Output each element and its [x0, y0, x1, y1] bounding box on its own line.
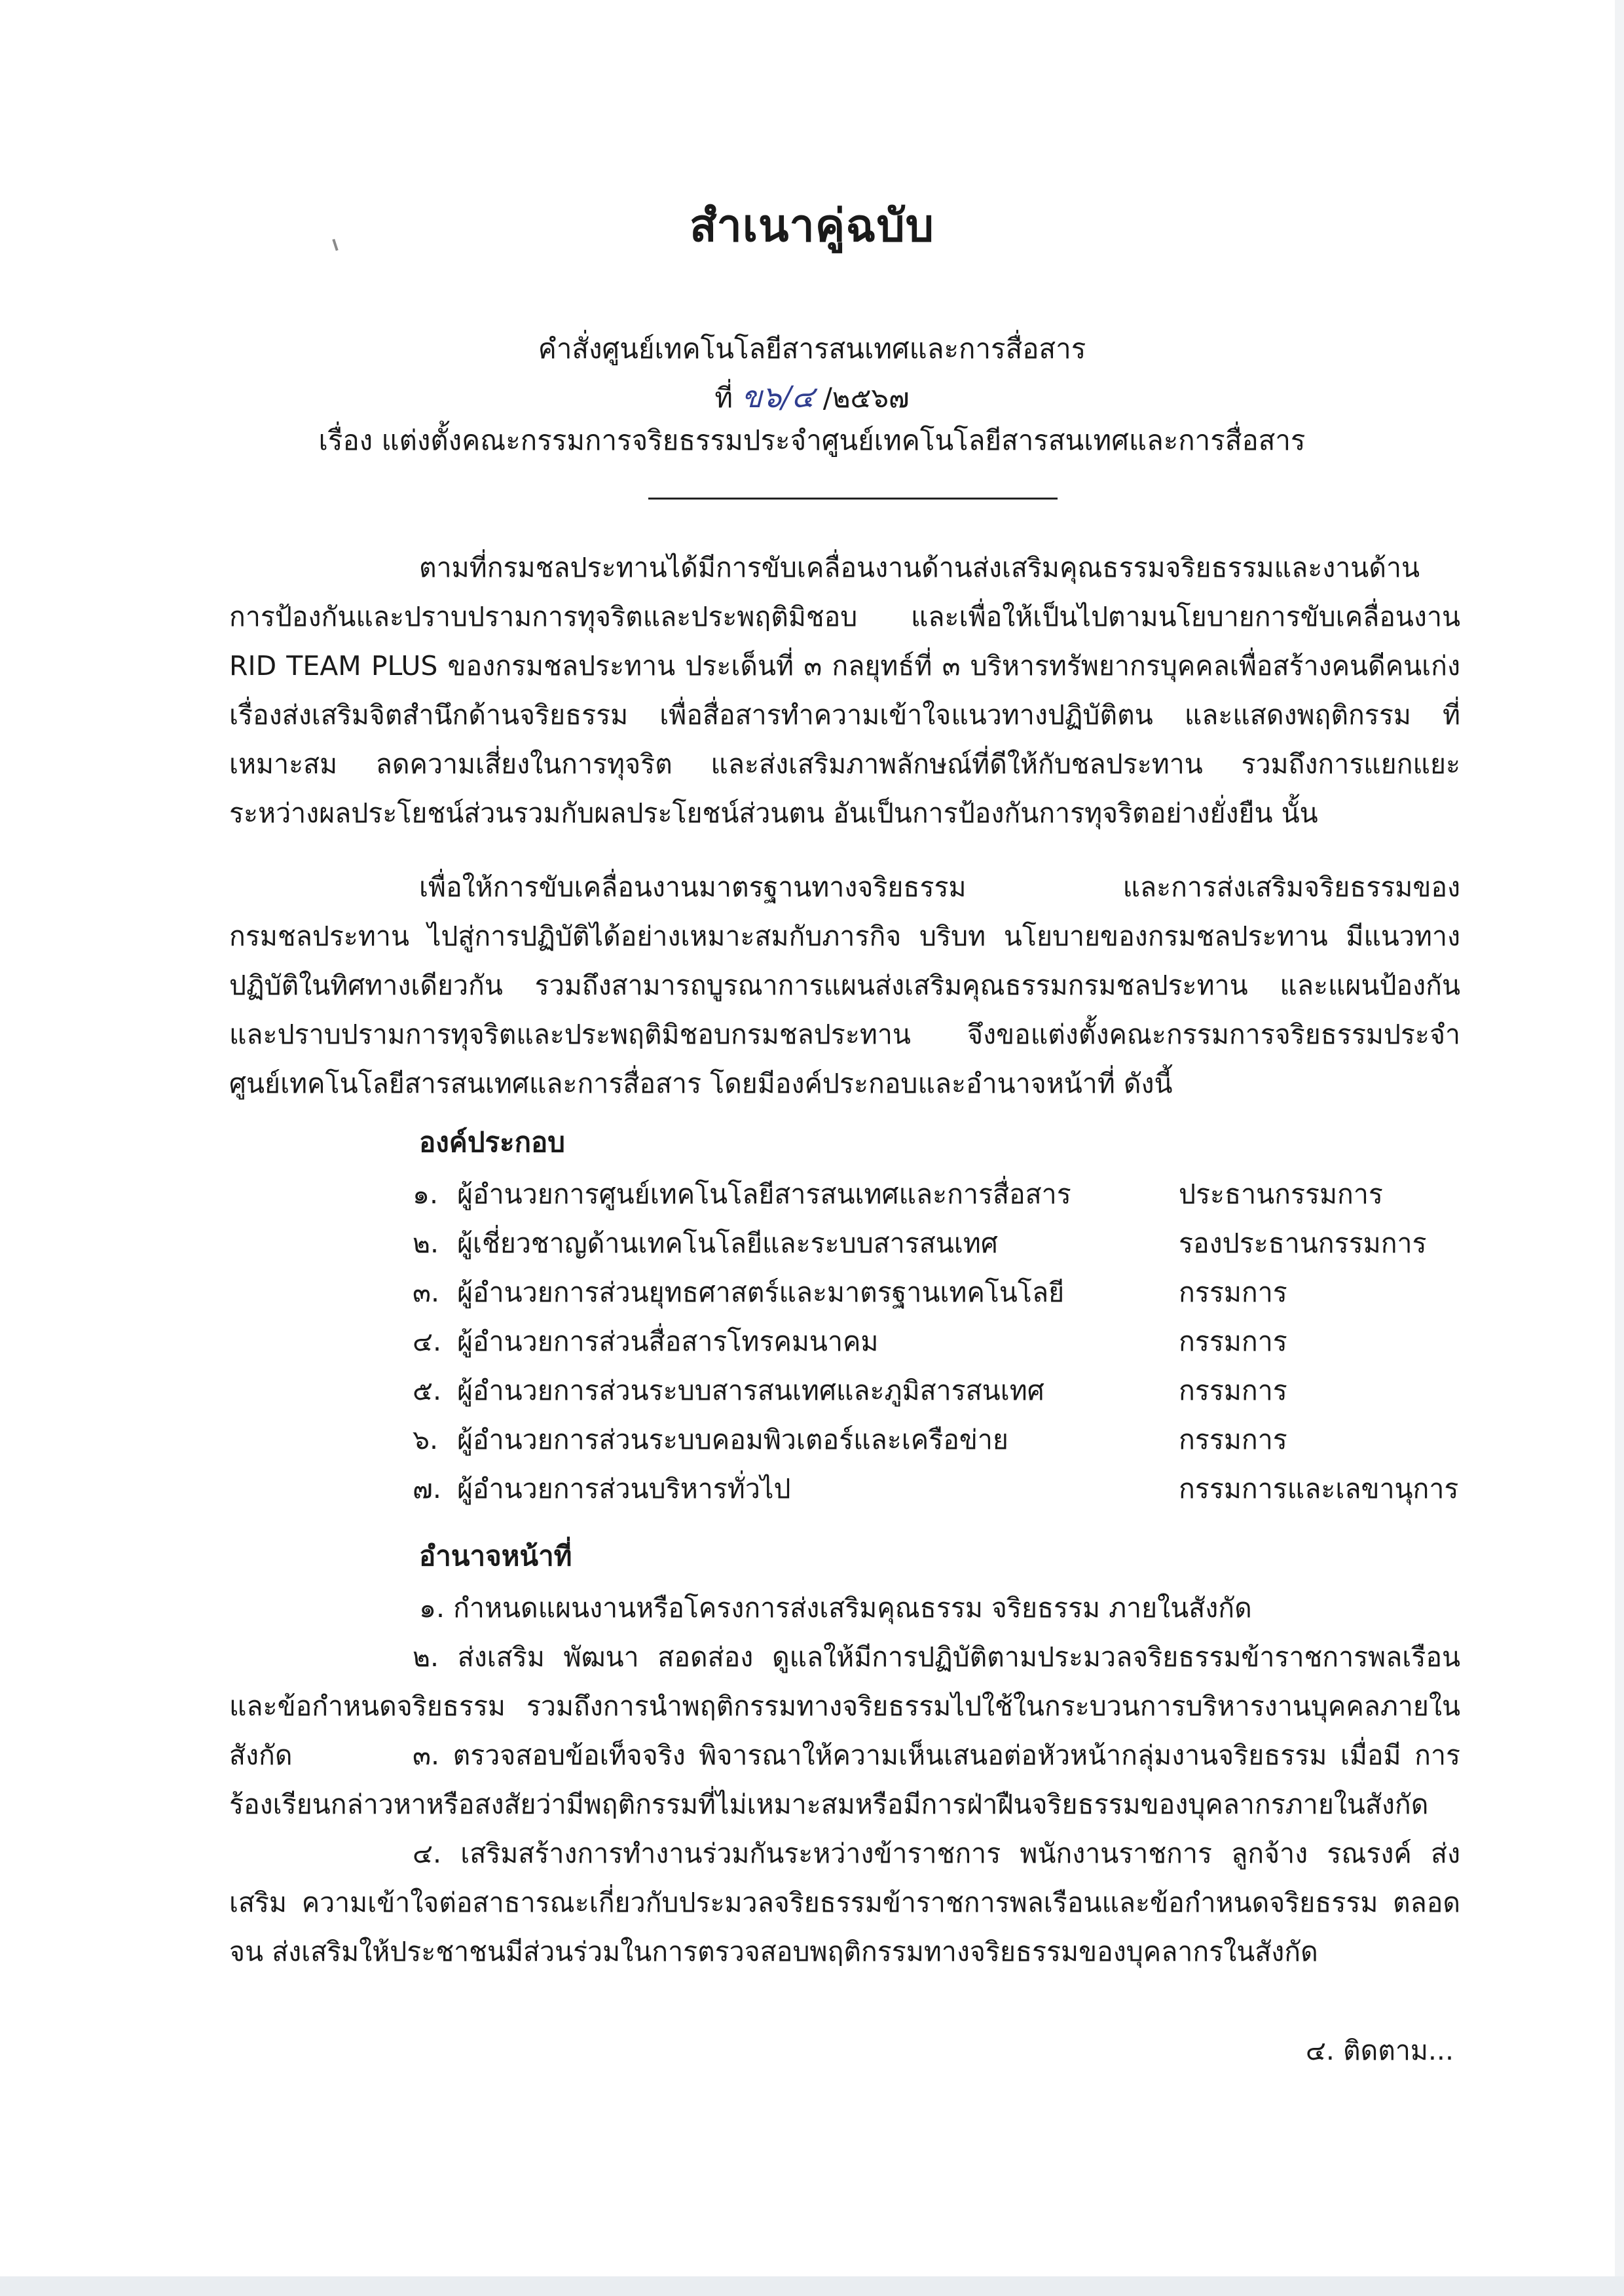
member-row	[413, 1415, 1460, 1465]
duty-number: ๒.	[413, 1641, 439, 1673]
member-row	[413, 1268, 1460, 1317]
member-position: ผู้เชี่ยวชาญด้านเทคโนโลยีและระบบสารสนเทศ	[457, 1228, 998, 1259]
order-heading: คำสั่งศูนย์เทคโนโลยีสารสนเทศและการสื่อสาร	[538, 333, 1086, 365]
paragraph-background: ตามที่กรมชลประทานได้มีการขับเคลื่อนงานด้านส่งเสริมคุณธรรมจริยธรรมและงานด้าน การป้องกันและปราบปรามการทุจริตและประพฤติมิชอบ และเพื่อให้เป็นไปตามนโยบายการขับเคลื่อนงาน RID TEAM PLUS ของกรมชลประทาน ประเด็นที่ ๓ กลยุทธ์ที่ ๓ บริหารทรัพยากรบุคคลเพื่อสร้างคนดีคนเก่ง เรื่องส่งเสริมจิตสำนึกด้านจริยธรรม เพื่อสื่อสารทำความเข้าใจแนวทางปฏิบัติตน และแสดงพฤติกรรม ที่เหมาะสม ลดความเสี่ยงในการทุจริต และส่งเสริมภาพลักษณ์ที่ดีให้กับชลประทาน รวมถึงการแยกแยะ ระหว่างผลประโยชน์ส่วนรวมกับผลประโยชน์ส่วนตน อันเป็นการป้องกันการทุจริตอย่างยั่งยืน นั้น	[229, 552, 1460, 829]
member-position: ผู้อำนวยการส่วนยุทธศาสตร์และมาตรฐานเทคโนโลยี	[457, 1277, 1065, 1308]
duty-text: ตรวจสอบข้อเท็จจริง พิจารณาให้ความเห็นเสนอต่อหัวหน้ากลุ่มงานจริยธรรม เมื่อมี การร้องเรียนกล่าวหาหรือสงสัยว่ามีพฤติกรรมที่ไม่เหมาะสมหรือมีการฝ่าฝืนจริยธรรมของบุคลากรภายในสังกัด	[229, 1740, 1460, 1820]
copy-title: สำเนาคู่ฉบับ	[690, 200, 934, 252]
paragraph-purpose: เพื่อให้การขับเคลื่อนงานมาตรฐานทางจริยธรรม และการส่งเสริมจริยธรรมของ กรมชลประทาน ไปสู่การปฏิบัติได้อย่างเหมาะสมกับภารกิจ บริบท นโยบายของกรมชลประทาน มีแนวทาง ปฏิบัติในทิศทางเดียวกัน รวมถึงสามารถบูรณาการแผนส่งเสริมคุณธรรมกรมชลประทาน และแผนป้องกัน และปราบปรามการทุจริตและประพฤติมิชอบกรมชลประทาน จึงขอแต่งตั้งคณะกรรมการจริยธรรมประจำ ศูนย์เทคโนโลยีสารสนเทศและการสื่อสาร โดยมีองค์ประกอบและอำนาจหน้าที่ ดังนี้	[229, 871, 1460, 1099]
duty-item	[229, 1584, 1460, 1633]
member-position: ผู้อำนวยการส่วนระบบคอมพิวเตอร์และเครือข่าย	[457, 1424, 1008, 1455]
member-row	[413, 1465, 1460, 1514]
order-number-prefix: ที่	[714, 382, 733, 414]
order-number-handwritten: ข๖/๔	[741, 379, 815, 414]
member-number: ๗.	[413, 1473, 441, 1504]
duty-item	[229, 1829, 1460, 1977]
member-role: กรรมการ	[1179, 1277, 1287, 1308]
duty-number: ๓.	[413, 1740, 440, 1771]
member-position: ผู้อำนวยการส่วนระบบสารสนเทศและภูมิสารสนเทศ	[457, 1375, 1044, 1406]
member-role: กรรมการ	[1179, 1424, 1287, 1455]
order-subject: เรื่อง แต่งตั้งคณะกรรมการจริยธรรมประจำศูนย์เทคโนโลยีสารสนเทศและการสื่อสาร	[318, 424, 1306, 456]
order-number-year: /๒๕๖๗	[822, 382, 910, 414]
member-role: กรรมการ	[1179, 1326, 1287, 1357]
order-number	[0, 373, 1624, 421]
scan-bottom-edge	[0, 2276, 1624, 2296]
duty-number: ๔.	[413, 1838, 442, 1869]
member-position: ผู้อำนวยการส่วนบริหารทั่วไป	[457, 1473, 791, 1504]
member-position: ผู้อำนวยการส่วนสื่อสารโทรคมนาคม	[457, 1326, 879, 1357]
member-position: ผู้อำนวยการศูนย์เทคโนโลยีสารสนเทศและการสื่อสาร	[457, 1178, 1071, 1210]
member-row	[413, 1366, 1460, 1415]
duty-text: กำหนดแผนงานหรือโครงการส่งเสริมคุณธรรม จริยธรรม ภายในสังกัด	[445, 1592, 1252, 1624]
member-row	[413, 1317, 1460, 1366]
member-number: ๒.	[413, 1228, 439, 1259]
duty-text: ส่งเสริม พัฒนา สอดส่อง ดูแลให้มีการปฏิบัติตามประมวลจริยธรรมข้าราชการพลเรือน และข้อกำหนดจริยธรรม รวมถึงการนำพฤติกรรมทางจริยธรรมไปใช้ในกระบวนการบริหารงานบุคคลภายในสังกัด	[229, 1641, 1460, 1771]
member-role: กรรมการ	[1179, 1375, 1287, 1406]
duty-number: ๑.	[419, 1592, 445, 1624]
member-number: ๑.	[413, 1178, 439, 1210]
page-continuation: ๔. ติดตาม...	[1305, 2035, 1454, 2066]
duties-heading: อำนาจหน้าที่	[419, 1540, 572, 1572]
member-number: ๖.	[413, 1424, 439, 1455]
member-list	[413, 1170, 1460, 1514]
member-role: ประธานกรรมการ	[1179, 1178, 1383, 1210]
member-row	[413, 1170, 1460, 1219]
composition-heading: องค์ประกอบ	[419, 1126, 565, 1158]
member-row	[413, 1219, 1460, 1268]
duty-text: เสริมสร้างการทำงานร่วมกันระหว่างข้าราชการ พนักงานราชการ ลูกจ้าง รณรงค์ ส่งเสริม ความเข้าใจต่อสาธารณะเกี่ยวกับประมวลจริยธรรมข้าราชการพลเรือนและข้อกำหนดจริยธรรม ตลอดจน ส่งเสริมให้ประชาชนมีส่วนร่วมในการตรวจสอบพฤติกรรมทางจริยธรรมของบุคลากรในสังกัด	[229, 1838, 1460, 1967]
member-number: ๔.	[413, 1326, 442, 1357]
member-number: ๕.	[413, 1375, 442, 1406]
member-role: รองประธานกรรมการ	[1179, 1228, 1427, 1259]
member-number: ๓.	[413, 1277, 440, 1308]
duty-item	[229, 1731, 1460, 1829]
divider-line	[648, 498, 1058, 500]
member-role: กรรมการและเลขานุการ	[1179, 1473, 1459, 1504]
